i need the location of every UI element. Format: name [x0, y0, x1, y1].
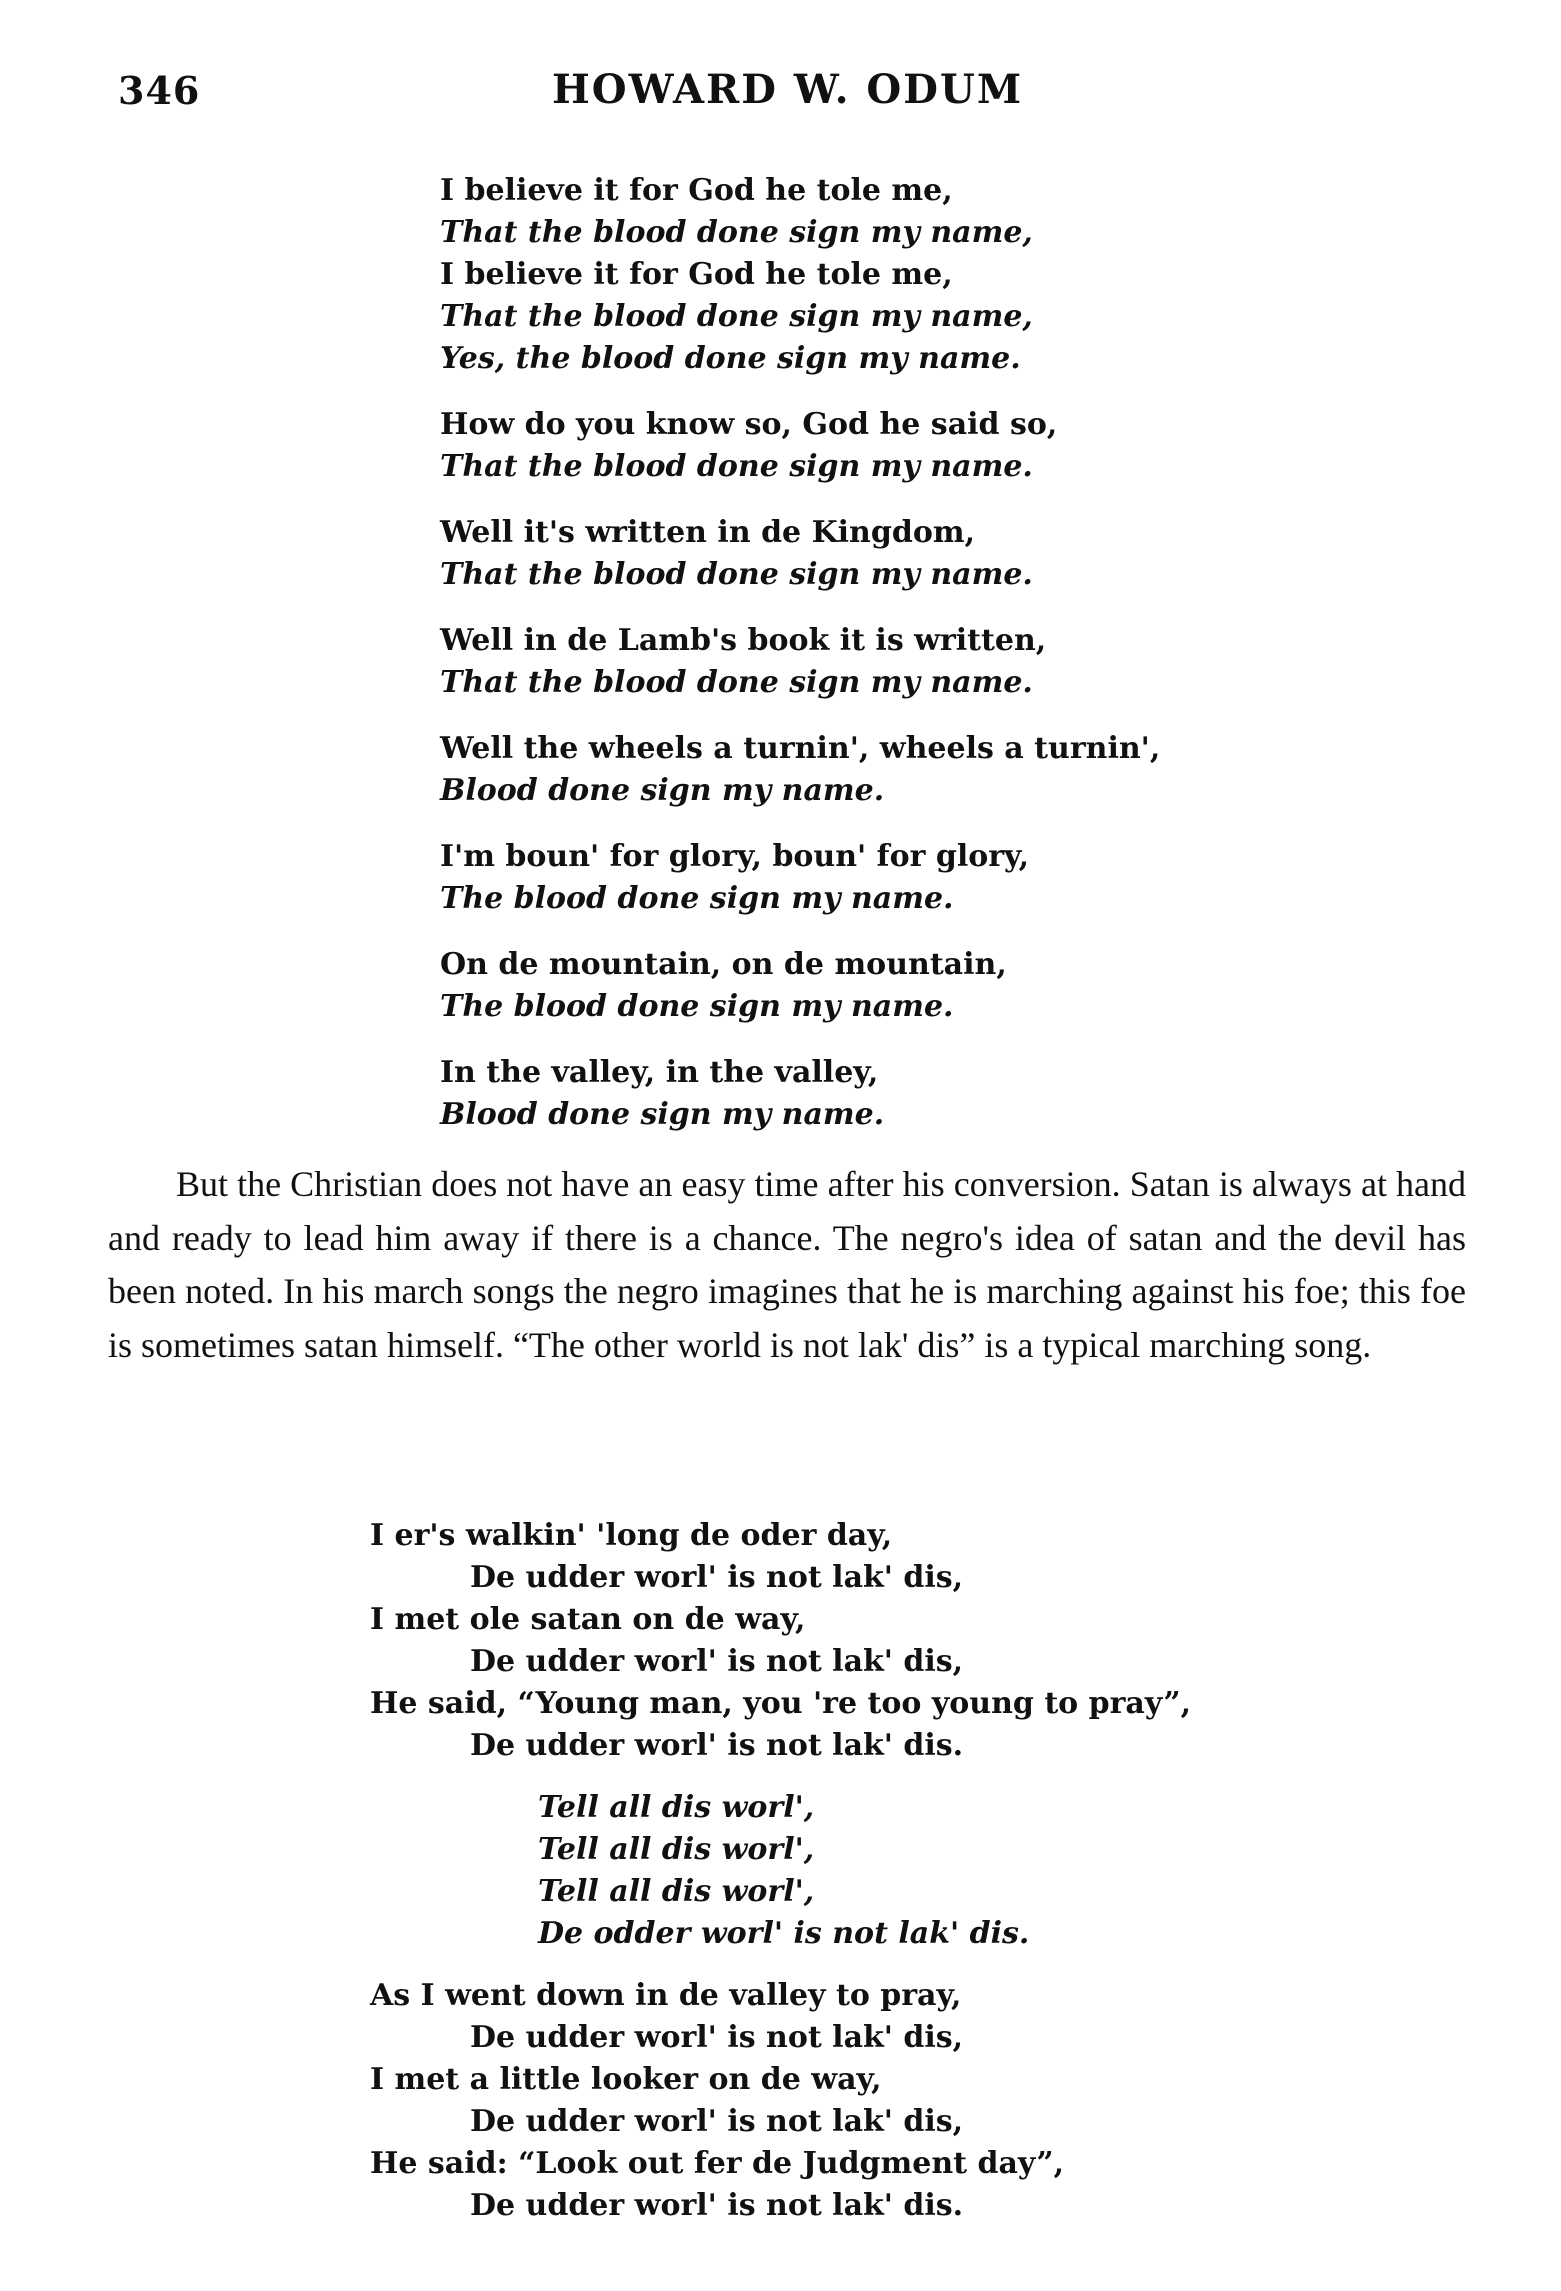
verse-line: That the blood done sign my name.: [440, 557, 1033, 592]
verse-line: Blood done sign my name.: [440, 1097, 885, 1132]
verse-line: He said, “Young man, you 're too young to pray”,: [370, 1686, 1192, 1721]
verse-line: De odder worl' is not lak' dis.: [538, 1916, 1030, 1951]
verse-line: That the blood done sign my name.: [440, 665, 1033, 700]
song-other-world: [370, 1515, 1191, 2247]
verse-line: De udder worl' is not lak' dis.: [470, 2188, 964, 2223]
stanza: [370, 1975, 1191, 2227]
verse-line: I er's walkin' 'long de oder day,: [370, 1518, 893, 1553]
verse-line: Tell all dis worl',: [538, 1832, 815, 1867]
running-head: HOWARD W. ODUM: [552, 66, 1024, 113]
verse-line: How do you know so, God he said so,: [440, 407, 1058, 442]
verse-line: That the blood done sign my name.: [440, 449, 1033, 484]
verse-line: Well it's written in de Kingdom,: [440, 515, 976, 550]
verse-line: Tell all dis worl',: [538, 1874, 815, 1909]
verse-line: He said: “Look out fer de Judgment day”,: [370, 2146, 1065, 2181]
verse-line: De udder worl' is not lak' dis,: [470, 1560, 964, 1595]
verse-line: De udder worl' is not lak' dis.: [470, 1728, 964, 1763]
verse-line: De udder worl' is not lak' dis,: [470, 2020, 964, 2055]
verse-line: Well in de Lamb's book it is written,: [440, 623, 1047, 658]
verse-line: Well the wheels a turnin', wheels a turnin',: [440, 731, 1161, 766]
verse-line: The blood done sign my name.: [440, 989, 954, 1024]
verse-line: As I went down in de valley to pray,: [370, 1978, 962, 2013]
stanza: [440, 944, 1160, 1028]
body-text: [108, 1158, 1466, 1372]
paragraph: But the Christian does not have an easy time after his conversion. Satan is always at hand and ready to lead him away if there is a chance. The negro's idea of satan and the devil has been noted. In his march songs the negro imagines that he is marching against his foe; this foe is sometimes satan himself. “The other world is not lak' dis” is a typical marching song.: [108, 1164, 1466, 1365]
verse-line: I believe it for God he tole me,: [440, 173, 953, 208]
verse-line: I'm boun' for glory, boun' for glory,: [440, 839, 1030, 874]
verse-line: That the blood done sign my name,: [440, 299, 1033, 334]
verse-line: Yes, the blood done sign my name.: [440, 341, 1021, 376]
song-blood-done-sign: [440, 170, 1160, 1160]
verse-line: The blood done sign my name.: [440, 881, 954, 916]
stanza: [440, 728, 1160, 812]
stanza: [440, 170, 1160, 380]
stanza: [370, 1515, 1191, 1767]
verse-line: I met ole satan on de way,: [370, 1602, 806, 1637]
stanza: [440, 620, 1160, 704]
chorus: [370, 1787, 1191, 1955]
verse-line: Blood done sign my name.: [440, 773, 885, 808]
stanza: [440, 404, 1160, 488]
verse-line: On de mountain, on de mountain,: [440, 947, 1007, 982]
verse-line: De udder worl' is not lak' dis,: [470, 2104, 964, 2139]
verse-line: That the blood done sign my name,: [440, 215, 1033, 250]
page-number: 346: [118, 68, 201, 113]
verse-line: In the valley, in the valley,: [440, 1055, 879, 1090]
stanza: [440, 512, 1160, 596]
verse-line: I met a little looker on de way,: [370, 2062, 882, 2097]
verse-line: I believe it for God he tole me,: [440, 257, 953, 292]
stanza: [440, 1052, 1160, 1136]
verse-line: Tell all dis worl',: [538, 1790, 815, 1825]
verse-line: De udder worl' is not lak' dis,: [470, 1644, 964, 1679]
stanza: [440, 836, 1160, 920]
